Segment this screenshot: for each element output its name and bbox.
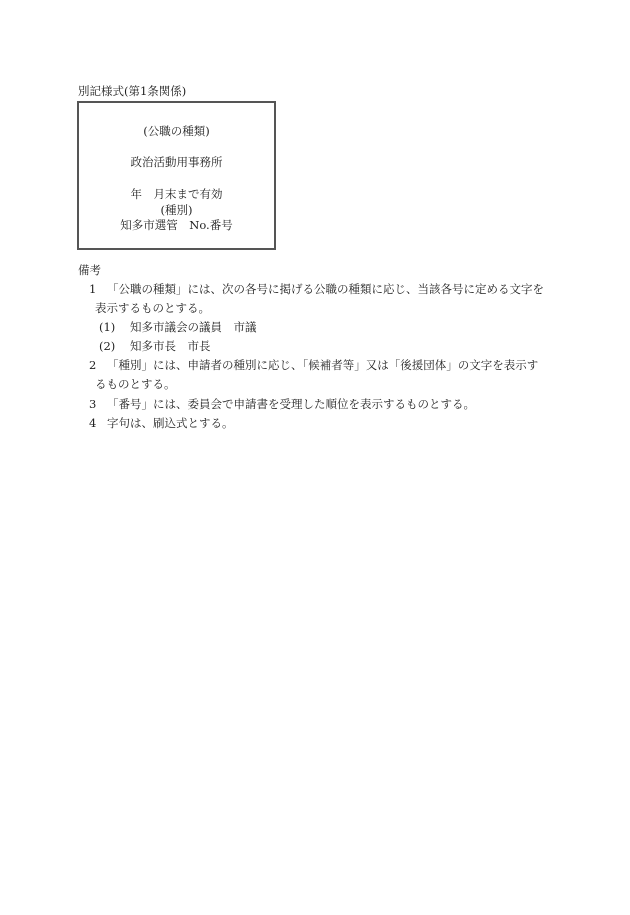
note-sub-item-1-text: 知多市議会の議員 市議 — [130, 320, 257, 334]
note-item-2-number: 2 — [89, 358, 97, 372]
note-sub-item-1-number: (1) — [99, 320, 116, 334]
sign-sample-box — [77, 101, 276, 250]
note-item-3-text: 「番号」には、委員会で申請書を受理した順位を表示するものとする。 — [107, 397, 475, 411]
note-item-1-line-1 — [89, 282, 544, 296]
note-item-3-number: 3 — [89, 397, 97, 411]
note-sub-item-2 — [99, 339, 211, 353]
note-item-4-number: 4 — [89, 416, 97, 430]
box-office-purpose: 政治活動用事務所 — [130, 155, 223, 169]
note-item-3 — [89, 397, 475, 411]
note-item-1-number: 1 — [89, 282, 97, 296]
form-title: 別記様式(第1条関係) — [78, 84, 187, 98]
notes-heading: 備考 — [78, 263, 101, 277]
note-item-2-line-2: るものとする。 — [95, 377, 176, 391]
note-item-2-line-1 — [89, 358, 538, 372]
box-office-type: (公職の種類) — [143, 124, 210, 138]
note-item-1-text: 「公職の種類」には、次の各号に掲げる公職の種類に応じ、当該各号に定める文字を — [107, 282, 544, 296]
box-validity: 年 月末まで有効 — [130, 187, 223, 201]
note-sub-item-1 — [99, 320, 257, 334]
note-item-4-text: 字句は、刷込式とする。 — [107, 416, 234, 430]
note-sub-item-2-text: 知多市長 市長 — [130, 339, 211, 353]
note-item-4 — [89, 416, 234, 430]
note-sub-item-2-number: (2) — [99, 339, 116, 353]
box-number: 知多市選管 No.番号 — [120, 218, 233, 232]
note-item-2-text: 「種別」には、申請者の種別に応じ、「候補者等」又は「後援団体」の文字を表示す — [107, 358, 539, 372]
box-category: (種別) — [160, 203, 193, 217]
note-item-1-line-2: 表示するものとする。 — [95, 301, 210, 315]
